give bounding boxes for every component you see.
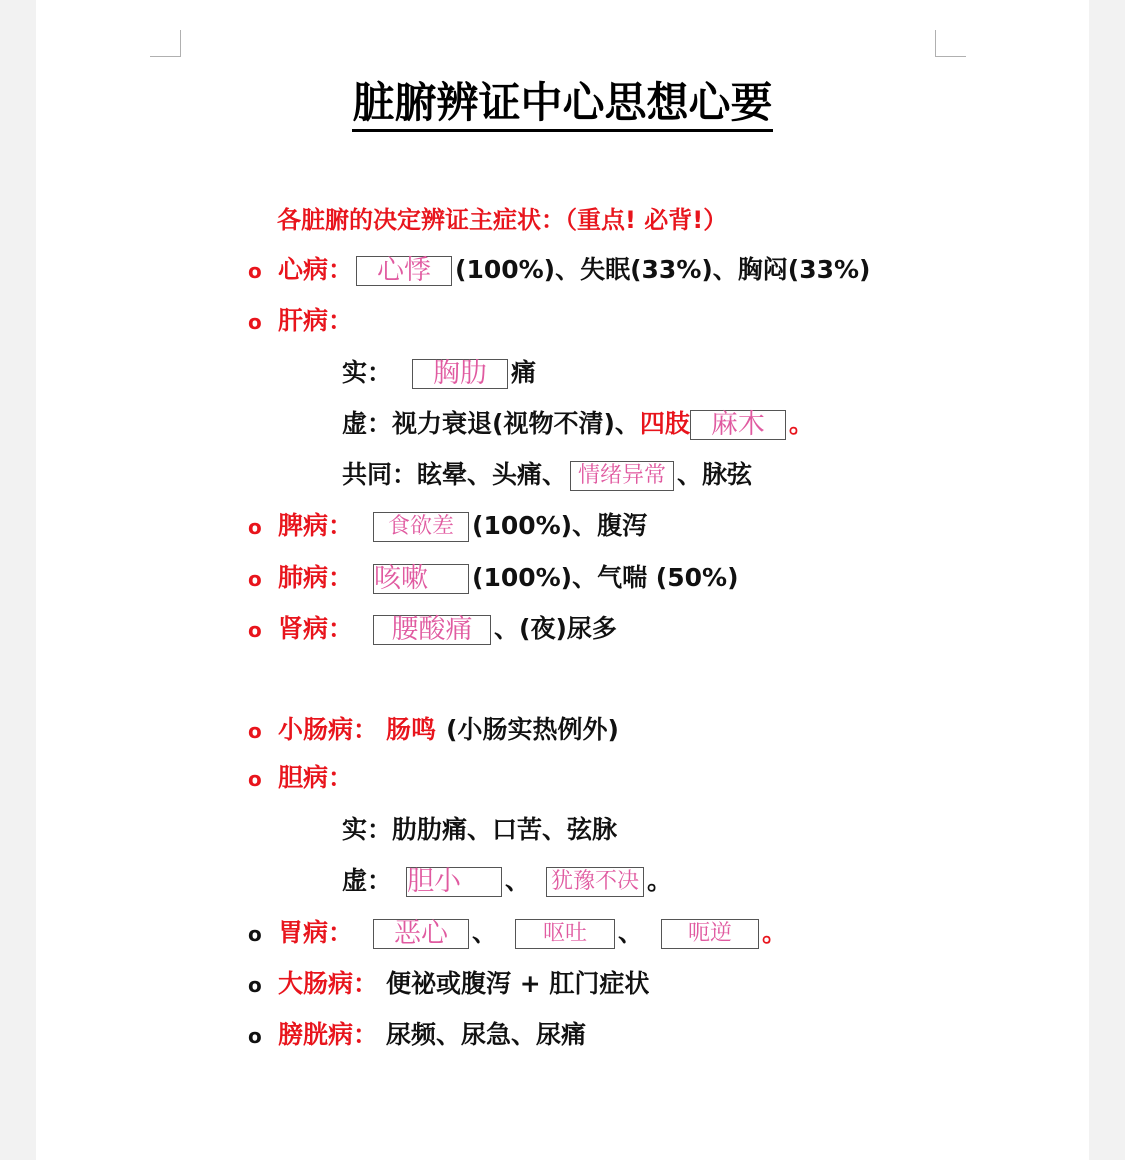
- item-text: (100%)、气喘 (50%): [472, 563, 739, 592]
- sub-item-liver-common: [342, 455, 752, 495]
- answer-box: 情绪异常: [570, 461, 674, 491]
- organ-label: 肺病：: [278, 563, 354, 592]
- bullet-icon: o: [248, 767, 262, 791]
- answer-box: 食欲差: [373, 512, 469, 542]
- organ-label: 脾病：: [278, 511, 354, 540]
- bullet-icon: o: [248, 719, 262, 743]
- item-text-red: 四肢: [639, 409, 690, 438]
- list-item-large-intestine: [248, 964, 649, 1004]
- organ-label: 小肠病：: [278, 715, 379, 744]
- answer-box: 犹豫不决: [546, 867, 644, 897]
- list-item-heart: [248, 250, 870, 290]
- item-note: (小肠实热例外): [446, 715, 619, 744]
- answer-box: 胸肋: [412, 359, 508, 389]
- bullet-icon: o: [248, 973, 262, 997]
- document-page: [36, 0, 1089, 1160]
- margin-corner-mark: [935, 30, 966, 57]
- bullet-icon: o: [248, 310, 262, 334]
- item-text: 、(夜)尿多: [494, 614, 617, 643]
- organ-label: 肾病：: [278, 614, 354, 643]
- list-item-liver: [248, 301, 353, 341]
- item-sep: 、: [472, 918, 498, 947]
- list-item-gallbladder: [248, 758, 353, 798]
- organ-label: 肝病：: [278, 306, 354, 335]
- page-title: 脏腑辨证中心思想心要: [36, 70, 1089, 130]
- item-text-red: 肠鸣: [386, 715, 437, 744]
- item-text: 视力衰退(视物不清)、: [392, 409, 640, 438]
- answer-box: 麻木: [690, 410, 786, 440]
- item-text: 眩晕、头痛、: [417, 460, 568, 489]
- item-sep: 、: [505, 866, 531, 895]
- item-text: 肋肋痛、口苦、弦脉: [392, 815, 618, 844]
- bullet-icon: o: [248, 515, 262, 539]
- sub-label: 共同：: [342, 460, 418, 489]
- bullet-icon: o: [248, 567, 262, 591]
- item-end: 。: [788, 409, 814, 438]
- answer-box: 心悸: [356, 256, 452, 286]
- organ-label: 大肠病：: [278, 969, 379, 998]
- item-text: 痛: [511, 358, 537, 387]
- item-text: 便祕或腹泻 + 肛门症状: [386, 969, 650, 998]
- organ-label: 胃病：: [278, 918, 354, 947]
- bullet-icon: o: [248, 922, 262, 946]
- sub-label: 实：: [342, 815, 393, 844]
- list-item-lung: [248, 558, 739, 598]
- item-end: 。: [647, 866, 673, 895]
- sub-item-liver-deficiency: [342, 404, 814, 444]
- answer-box: 咳嗽: [373, 564, 469, 594]
- answer-box: 胆小: [406, 867, 502, 897]
- section-subtitle: 各脏腑的决定辨证主症状：（重点! 必背!）: [277, 206, 728, 234]
- item-sep: 、: [618, 918, 644, 947]
- margin-corner-mark: [150, 30, 181, 57]
- item-text: (100%)、失眠(33%)、胸闷(33%): [455, 255, 871, 284]
- item-text: 尿频、尿急、尿痛: [386, 1020, 587, 1049]
- sub-item-gallbladder-excess: [342, 810, 617, 850]
- item-end: 。: [762, 918, 788, 947]
- bullet-icon: o: [248, 618, 262, 642]
- sub-label: 虚：: [342, 409, 393, 438]
- list-item-kidney: [248, 609, 617, 649]
- item-text: (100%)、腹泻: [472, 511, 648, 540]
- list-item-spleen: [248, 506, 647, 546]
- sub-item-liver-excess: [342, 353, 536, 393]
- organ-label: 心病：: [278, 255, 354, 284]
- sub-label: 虚：: [342, 866, 393, 895]
- list-item-stomach: [248, 913, 787, 953]
- sub-item-gallbladder-deficiency: [342, 861, 672, 901]
- organ-label: 膀胱病：: [278, 1020, 379, 1049]
- organ-label: 胆病：: [278, 763, 354, 792]
- list-item-small-intestine: [248, 710, 619, 750]
- sub-label: 实：: [342, 358, 393, 387]
- item-text: 、脉弦: [677, 460, 753, 489]
- bullet-icon: o: [248, 259, 262, 283]
- answer-box: 恶心: [373, 919, 469, 949]
- answer-box: 腰酸痛: [373, 615, 491, 645]
- answer-box: 呃逆: [661, 919, 759, 949]
- answer-box: 呕吐: [515, 919, 615, 949]
- bullet-icon: o: [248, 1024, 262, 1048]
- list-item-bladder: [248, 1015, 586, 1055]
